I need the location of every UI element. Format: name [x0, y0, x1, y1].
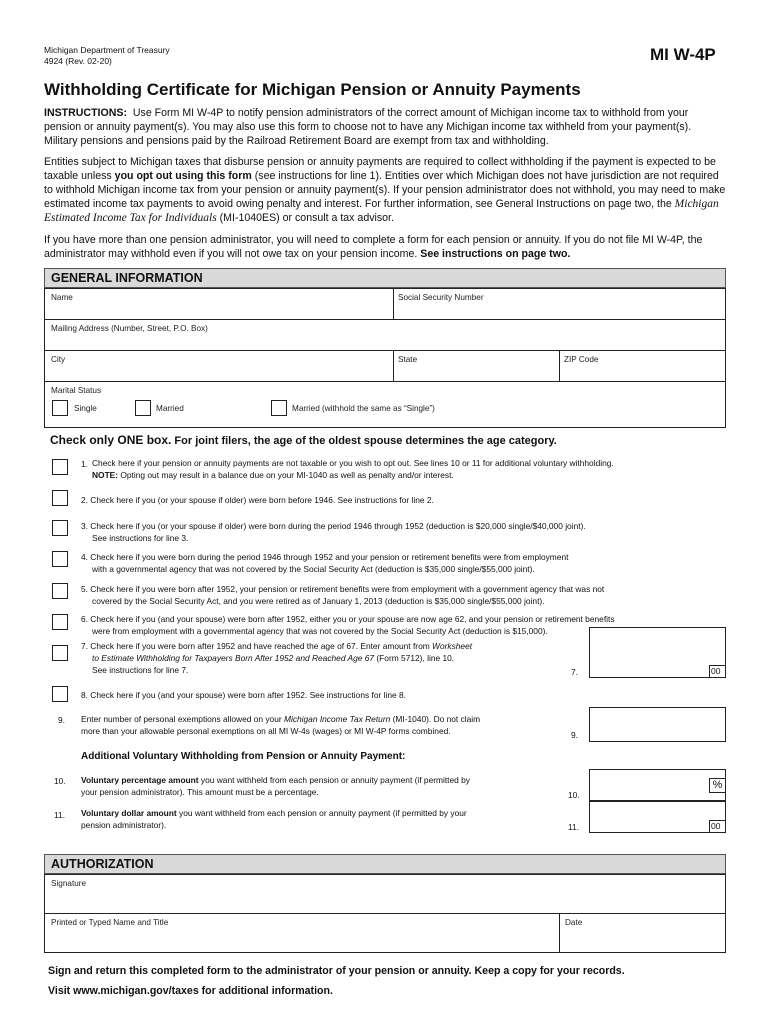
line-2-checkbox[interactable] [52, 490, 68, 506]
row-divider [44, 319, 726, 320]
single-label: Single [74, 404, 97, 413]
line-7-amount-field[interactable] [589, 627, 726, 678]
line-10-percent-sign: % [709, 778, 726, 793]
line-11-dollar-field[interactable] [589, 801, 726, 833]
line-7-text-3: See instructions for line 7. [92, 665, 189, 675]
name-label: Name [51, 293, 73, 302]
line-9-text-2: more than your allowable personal exemptions on all MI W-4s (wages) or MI W-4P forms combined. [81, 726, 451, 736]
p3-bold: See instructions on page two. [420, 248, 571, 260]
p2-bold: you opt out using this form [114, 170, 252, 182]
line-9-number: 9. [58, 715, 65, 725]
line-11-text [81, 808, 467, 820]
line-11-number: 11. [54, 810, 66, 820]
line-5-text: 5. Check here if you were born after 1952, your pension or retirement benefits were from employment with a government agency that was not [81, 584, 605, 594]
authorization-header: AUTHORIZATION [44, 854, 726, 874]
married-single-label: Married (withhold the same as “Single”) [292, 404, 435, 413]
line-4-text: 4. Check here if you were born during the period 1946 through 1952 and your pension or retirement benefits were from employment [81, 552, 569, 562]
row-divider [44, 913, 726, 914]
line-11-text-a: you want withheld from each pension or annuity payment (if permitted by your [176, 808, 467, 818]
line-9-text [81, 714, 480, 726]
instructions-label: INSTRUCTIONS: [44, 107, 127, 119]
line-5-text-2: covered by the Social Security Act, and you were retired as of January 1, 2013 (deduction is $35,000 single/$55,000 joint). [92, 596, 545, 606]
ssn-label: Social Security Number [398, 293, 484, 302]
printed-name-label: Printed or Typed Name and Title [51, 918, 169, 927]
page-title: Withholding Certificate for Michigan Pension or Annuity Payments [44, 80, 581, 99]
line-9-italic: Michigan Income Tax Return [283, 714, 391, 724]
line-7-text [81, 641, 472, 653]
col-divider [393, 350, 394, 381]
line-7-italic-1: Worksheet [432, 641, 473, 651]
row-divider [44, 381, 726, 382]
agency-name: Michigan Department of Treasury [44, 45, 170, 55]
p2-text-b: (see instructions for line 1). Entities over which Michigan does not have jurisdiction are not required to withhold Michigan income tax from your pension or annuity payment(s). If your pension administrator does not withhold, you may need to make estimated income tax payments to avoid owing penalty and interest. For further information, see General Instructions on page two, the [44, 170, 726, 210]
p2-text-c: (MI-1040ES) or consult a tax advisor. [216, 212, 394, 224]
state-field[interactable] [396, 366, 557, 380]
line-10-percentage-field[interactable] [589, 769, 726, 801]
line-4-text-2: with a governmental agency that was not covered by the Social Security Act (deduction is $35,000 single/$55,000 joint). [92, 564, 535, 574]
instructions-paragraph-3 [44, 233, 726, 261]
signature-field[interactable] [46, 890, 724, 912]
married-single-checkbox[interactable] [271, 400, 287, 416]
line-11-text-2: pension administrator). [81, 820, 167, 830]
date-label: Date [565, 918, 583, 927]
ssn-field[interactable] [396, 304, 724, 318]
line-1-checkbox[interactable] [52, 459, 68, 475]
line-6-text: 6. Check here if you (and your spouse) were born after 1952, either you or your spouse are now age 62, and your pension or retirement benefits [81, 614, 615, 624]
form-revision: 4924 (Rev. 02-20) [44, 56, 112, 66]
col-divider [559, 350, 560, 381]
line-9-text-a: Enter number of personal exemptions allowed on your [81, 714, 284, 724]
line-10-number: 10. [54, 776, 66, 786]
zip-label: ZIP Code [564, 355, 599, 364]
line-4-checkbox[interactable] [52, 551, 68, 567]
single-checkbox[interactable] [52, 400, 68, 416]
check-one-instruction [50, 433, 557, 447]
line-10-ref: 10. [568, 790, 580, 800]
line-5-checkbox[interactable] [52, 583, 68, 599]
line-10-text [81, 775, 470, 787]
line-8-text: 8. Check here if you (and your spouse) were born after 1952. See instructions for line 8. [81, 690, 406, 700]
line-1-text: Check here if your pension or annuity payments are not taxable or you wish to opt out. See lines 10 or 11 for additional voluntary withholding. [92, 458, 614, 468]
col-divider [559, 913, 560, 953]
p2-italic: Michigan Estimated Income Tax for Individuals [44, 198, 719, 224]
line-7-ref: 7. [571, 667, 578, 677]
line-6-text-2: were from employment with a governmental agency that was not covered by the Social Security Act (deduction is $15,000). [92, 626, 548, 636]
line-7-italic-2: to Estimate Withholding for Taxpayers Born After 1952 and Reached Age 67 [92, 653, 375, 663]
line-2-text: 2. Check here if you (or your spouse if older) were born before 1946. See instructions for line 2. [81, 495, 434, 505]
general-information-header: GENERAL INFORMATION [44, 268, 726, 288]
instructions-paragraph-2 [44, 155, 726, 225]
line-11-ref: 11. [568, 822, 580, 832]
footer-website: Visit www.michigan.gov/taxes for additional information. [48, 985, 333, 997]
zip-field[interactable] [562, 366, 724, 380]
row-divider [44, 350, 726, 351]
check-one-lead: Check only ONE box. [50, 433, 172, 447]
city-field[interactable] [46, 366, 391, 380]
name-field[interactable] [46, 304, 391, 318]
line-3-text-2: See instructions for line 3. [92, 533, 189, 543]
marital-status-label: Marital Status [51, 386, 102, 395]
line-10-bold: Voluntary percentage amount [81, 775, 199, 785]
line-3-checkbox[interactable] [52, 520, 68, 536]
line-8-checkbox[interactable] [52, 686, 68, 702]
line-1-number: 1. [81, 459, 88, 469]
line-7-checkbox[interactable] [52, 645, 68, 661]
line-1-note-text: Opting out may result in a balance due on your MI-1040 as well as penalty and/or interest. [118, 470, 454, 480]
printed-name-field[interactable] [46, 930, 557, 952]
p2-text-a: Entities subject to Michigan taxes that disburse pension or annuity payments are required to collect withholding if the payment is expected to be taxable unless [44, 156, 716, 182]
line-7-text-a: 7. Check here if you were born after 1952 and have reached the age of 67. Enter amount from [81, 641, 433, 651]
line-9-exemptions-field[interactable] [589, 707, 726, 742]
p3-text: If you have more than one pension administrator, you will need to complete a form for each pension or annuity. If you do not file MI W-4P, the administrator may withhold even if you will not owe tax on your pension income. [44, 234, 703, 260]
address-label: Mailing Address (Number, Street, P.O. Box) [51, 324, 208, 333]
line-6-checkbox[interactable] [52, 614, 68, 630]
married-checkbox[interactable] [135, 400, 151, 416]
line-3-text: 3. Check here if you (or your spouse if older) were born during the period 1946 through 1952 (deduction is $20,000 single/$40,000 joint). [81, 521, 586, 531]
line-11-cents: 00 [709, 820, 726, 833]
line-7-text-2 [92, 653, 454, 665]
instructions-text: Use Form MI W-4P to notify pension administrators of the correct amount of Michigan income tax to withhold from your pension or annuity payment(s). You may also use this form to choose not to have any Michigan income tax withheld from your payment(s). Military pensions and pensions paid by the Railroad Retirement Board are exempt from tax and withholding. [44, 107, 692, 147]
check-one-rest: For joint filers, the age of the oldest spouse determines the age category. [171, 435, 557, 447]
address-field[interactable] [46, 335, 724, 349]
line-9-ref: 9. [571, 730, 578, 740]
additional-withholding-heading: Additional Voluntary Withholding from Pension or Annuity Payment: [81, 751, 406, 762]
line-7-cents: 00 [709, 665, 726, 678]
footer-instructions: Sign and return this completed form to the administrator of your pension or annuity. Keep a copy for your records. [48, 965, 625, 977]
line-10-text-a: you want withheld from each pension or annuity payment (if permitted by [198, 775, 470, 785]
city-label: City [51, 355, 66, 364]
date-field[interactable] [562, 930, 724, 952]
instructions-paragraph-1 [44, 106, 726, 148]
state-label: State [398, 355, 418, 364]
line-9-text-b: (MI-1040). Do not claim [390, 714, 481, 724]
col-divider [393, 288, 394, 319]
married-label: Married [156, 404, 184, 413]
signature-label: Signature [51, 879, 87, 888]
form-id: MI W-4P [650, 45, 716, 64]
line-11-bold: Voluntary dollar amount [81, 808, 177, 818]
line-1-note [92, 470, 454, 482]
line-1-note-label: NOTE: [92, 470, 119, 480]
line-7-text-b: (Form 5712), line 10. [374, 653, 455, 663]
line-10-text-2: your pension administrator). This amount must be a percentage. [81, 787, 319, 797]
